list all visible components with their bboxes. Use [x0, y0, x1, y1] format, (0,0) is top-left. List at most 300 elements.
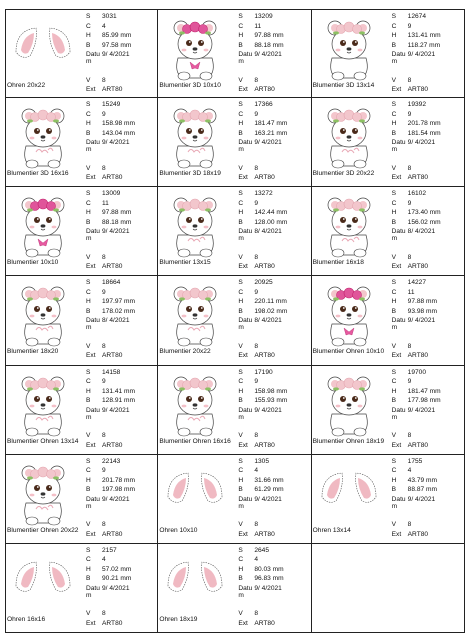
- height-row: [238, 565, 310, 575]
- stitches-label: S: [86, 13, 91, 20]
- date-label: Datu m: [86, 228, 100, 243]
- colors-row: [238, 22, 310, 32]
- version-label: V: [238, 432, 243, 439]
- extension-row: [86, 441, 123, 449]
- design-name: Blumentier 3D 20x22: [312, 170, 375, 178]
- width-value: 178.02 mm: [102, 307, 135, 315]
- height-value: 201.78 mm: [102, 476, 135, 484]
- design-specs: [392, 457, 464, 530]
- height-row: [86, 387, 158, 397]
- colors-label: C: [238, 288, 244, 296]
- stitches-value: 12674: [407, 13, 426, 20]
- version-value: 8: [407, 164, 412, 172]
- date-row: [392, 316, 464, 332]
- version-row: [86, 609, 158, 619]
- colors-row: [238, 466, 310, 476]
- spacer-row: [392, 332, 464, 342]
- height-label: H: [391, 209, 397, 217]
- extension-label: Ext: [238, 619, 248, 627]
- date-value: 9/ 4/2021: [254, 406, 282, 414]
- extension-label: Ext: [86, 441, 96, 449]
- design-card: [5, 544, 158, 633]
- height-label: H: [238, 32, 244, 39]
- stitches-row: [86, 100, 158, 110]
- colors-value: 9: [254, 378, 258, 385]
- extension-row: [86, 263, 123, 271]
- version-label: V: [86, 76, 91, 84]
- stitches-value: 2157: [102, 546, 117, 554]
- colors-label: C: [391, 288, 397, 296]
- design-specs: [238, 368, 310, 441]
- version-label: V: [238, 76, 243, 84]
- extension-label: Ext: [86, 263, 96, 271]
- height-label: H: [86, 565, 91, 573]
- stitches-row: [392, 457, 464, 467]
- stitches-value: 3031: [102, 13, 117, 20]
- colors-row: [238, 199, 310, 209]
- height-row: [238, 208, 310, 218]
- width-label: B: [86, 397, 91, 404]
- width-row: [86, 574, 158, 584]
- spacer-row: [86, 332, 158, 342]
- extension-row: [391, 441, 429, 449]
- extension-value: ART80: [254, 352, 275, 360]
- height-value: 173.40 mm: [407, 209, 441, 217]
- extension-row: [86, 86, 123, 93]
- extension-value: ART80: [254, 619, 275, 627]
- stitches-row: [238, 189, 310, 199]
- extension-row: [391, 530, 429, 538]
- version-label: V: [391, 521, 397, 529]
- design-card: [158, 98, 311, 187]
- extension-row: [86, 174, 123, 182]
- spacer-row: [392, 154, 464, 164]
- width-row: [392, 218, 464, 228]
- version-row: [238, 342, 310, 352]
- extension-label: Ext: [86, 619, 96, 627]
- height-label: H: [86, 32, 91, 39]
- spacer-row: [238, 422, 310, 432]
- design-thumbnail: [314, 12, 384, 82]
- extension-label: Ext: [86, 352, 96, 360]
- design-card: [5, 276, 158, 365]
- design-specs: [392, 189, 464, 262]
- version-label: V: [86, 610, 91, 618]
- stitches-row: [86, 368, 158, 378]
- spacer-row: [86, 154, 158, 164]
- extension-row: [238, 530, 275, 538]
- height-value: 31.66 mm: [254, 476, 284, 484]
- stitches-label: S: [238, 457, 243, 465]
- colors-value: 9: [102, 467, 106, 475]
- version-row: [86, 76, 158, 86]
- extension-value: ART80: [102, 174, 123, 182]
- design-thumbnail: [8, 278, 78, 348]
- version-row: [238, 253, 310, 263]
- date-row: [86, 495, 158, 511]
- width-row: [392, 485, 464, 495]
- design-thumbnail: [314, 100, 384, 170]
- date-value: 8/ 4/2021: [102, 317, 130, 325]
- stitches-row: [238, 546, 310, 556]
- version-label: V: [238, 164, 243, 172]
- design-thumbnail: [8, 457, 78, 527]
- version-value: 8: [254, 521, 258, 529]
- design-card: [158, 9, 311, 98]
- design-thumbnail: [8, 546, 78, 616]
- design-card: [312, 455, 465, 544]
- width-value: 93.98 mm: [407, 307, 437, 315]
- stitches-label: S: [86, 457, 91, 465]
- stitches-value: 14227: [407, 279, 426, 287]
- height-label: H: [391, 120, 397, 128]
- stitches-label: S: [238, 368, 243, 376]
- stitches-row: [392, 12, 464, 22]
- design-card: [312, 276, 465, 365]
- version-value: 8: [102, 432, 106, 439]
- version-value: 8: [254, 164, 258, 172]
- date-row: [86, 138, 158, 154]
- width-value: 88.18 mm: [102, 218, 132, 226]
- date-row: [86, 316, 158, 332]
- colors-value: 9: [102, 288, 106, 296]
- width-row: [86, 307, 158, 317]
- design-card: [312, 187, 465, 276]
- colors-label: C: [86, 288, 91, 296]
- colors-label: C: [86, 110, 91, 118]
- extension-row: [391, 352, 429, 360]
- width-label: B: [391, 307, 397, 315]
- stitches-row: [86, 546, 158, 556]
- date-label: Datu m: [86, 139, 100, 154]
- width-label: B: [86, 486, 91, 494]
- colors-label: C: [238, 378, 244, 385]
- width-label: B: [238, 41, 243, 49]
- height-label: H: [238, 298, 244, 306]
- design-name: Blumentier 3D 13x14: [312, 82, 375, 89]
- height-row: [238, 119, 310, 129]
- stitches-label: S: [86, 190, 91, 198]
- width-row: [238, 485, 310, 495]
- date-row: [86, 406, 158, 422]
- stitches-row: [86, 457, 158, 467]
- stitches-label: S: [238, 279, 243, 287]
- date-value: 9/ 4/2021: [407, 51, 436, 58]
- design-name: Blumentier 18x20: [7, 348, 59, 356]
- colors-label: C: [391, 199, 397, 207]
- colors-row: [392, 22, 464, 32]
- extension-row: [238, 619, 275, 627]
- extension-label: Ext: [86, 174, 96, 182]
- stitches-row: [86, 189, 158, 199]
- colors-row: [392, 377, 464, 387]
- design-name: Blumentier 20x22: [159, 348, 211, 356]
- design-name: Blumentier 16x18: [312, 259, 364, 267]
- version-row: [392, 76, 464, 86]
- version-label: V: [238, 342, 243, 350]
- colors-label: C: [391, 378, 397, 385]
- design-specs: [392, 368, 464, 441]
- stitches-value: 1755: [407, 457, 423, 465]
- version-value: 8: [254, 253, 258, 261]
- colors-value: 11: [254, 22, 262, 30]
- width-row: [86, 485, 158, 495]
- design-thumbnail: [8, 368, 78, 438]
- version-value: 8: [254, 610, 258, 618]
- date-value: 9/ 4/2021: [254, 495, 282, 503]
- extension-value: ART80: [102, 352, 123, 360]
- colors-label: C: [86, 556, 91, 564]
- design-thumbnail: [314, 189, 384, 259]
- colors-row: [86, 466, 158, 476]
- date-value: 9/ 4/2021: [102, 495, 130, 503]
- version-value: 8: [407, 432, 412, 439]
- width-label: B: [238, 218, 243, 226]
- date-value: 9/ 4/2021: [407, 495, 436, 503]
- stitches-label: S: [391, 190, 397, 198]
- design-card: [5, 98, 158, 187]
- colors-row: [238, 555, 310, 565]
- height-label: H: [391, 298, 397, 306]
- version-row: [392, 164, 464, 174]
- height-row: [86, 119, 158, 129]
- design-card: [5, 9, 158, 98]
- date-value: 9/ 4/2021: [102, 228, 130, 236]
- colors-label: C: [238, 556, 244, 564]
- stitches-value: 19700: [407, 368, 426, 376]
- width-value: 143.04 mm: [102, 129, 135, 137]
- stitches-value: 14158: [102, 368, 121, 376]
- extension-label: Ext: [238, 441, 248, 449]
- height-row: [392, 476, 464, 486]
- design-card: [5, 366, 158, 455]
- height-label: H: [238, 120, 244, 128]
- height-label: H: [238, 476, 244, 484]
- width-row: [86, 129, 158, 139]
- spacer-row: [86, 66, 158, 76]
- height-row: [86, 565, 158, 575]
- date-value: 9/ 4/2021: [254, 139, 282, 147]
- stitches-label: S: [391, 279, 397, 287]
- width-label: B: [86, 575, 91, 583]
- version-label: V: [238, 253, 243, 261]
- extension-label: Ext: [391, 86, 402, 93]
- date-row: [392, 227, 464, 243]
- version-label: V: [391, 76, 397, 84]
- height-value: 142.44 mm: [254, 209, 288, 217]
- colors-label: C: [391, 110, 397, 118]
- extension-label: Ext: [238, 174, 248, 182]
- width-label: B: [238, 575, 243, 583]
- colors-value: 9: [102, 378, 106, 385]
- stitches-row: [392, 100, 464, 110]
- version-label: V: [86, 342, 91, 350]
- date-label: Datu m: [391, 317, 406, 332]
- width-label: B: [238, 307, 243, 315]
- height-row: [86, 31, 158, 41]
- extension-value: ART80: [102, 530, 123, 538]
- date-value: 9/ 4/2021: [102, 584, 130, 592]
- height-row: [392, 208, 464, 218]
- stitches-label: S: [86, 546, 91, 554]
- date-label: Datu m: [238, 228, 253, 243]
- version-value: 8: [102, 610, 106, 618]
- date-row: [238, 406, 310, 422]
- extension-label: Ext: [238, 352, 248, 360]
- date-value: 9/ 4/2021: [254, 51, 282, 58]
- version-row: [392, 342, 464, 352]
- design-name: Blumentier 3D 10x10: [159, 82, 221, 89]
- stitches-row: [238, 457, 310, 467]
- date-label: Datu m: [391, 228, 406, 243]
- width-label: B: [391, 486, 397, 494]
- height-value: 220.11 mm: [254, 298, 287, 306]
- height-value: 57.02 mm: [102, 565, 132, 573]
- date-row: [238, 316, 310, 332]
- width-row: [238, 307, 310, 317]
- spacer-row: [238, 511, 310, 521]
- width-label: B: [391, 397, 397, 404]
- extension-row: [238, 263, 275, 271]
- colors-label: C: [238, 22, 244, 30]
- width-value: 197.98 mm: [102, 486, 135, 494]
- width-value: 128.00 mm: [254, 218, 288, 226]
- extension-value: ART80: [254, 86, 275, 93]
- extension-row: [86, 619, 123, 627]
- date-row: [238, 227, 310, 243]
- colors-value: 4: [407, 467, 412, 475]
- stitches-row: [238, 278, 310, 288]
- design-card: [158, 544, 311, 633]
- stitches-row: [86, 278, 158, 288]
- stitches-label: S: [238, 101, 243, 109]
- design-specs: [238, 546, 310, 619]
- width-value: 118.27 mm: [407, 41, 441, 49]
- date-value: 9/ 4/2021: [102, 139, 130, 147]
- extension-row: [86, 352, 123, 360]
- height-row: [392, 387, 464, 397]
- design-specs: [86, 189, 158, 262]
- date-row: [392, 495, 464, 511]
- version-row: [86, 253, 158, 263]
- date-label: Datu m: [238, 406, 253, 421]
- width-value: 177.98 mm: [407, 397, 441, 404]
- date-value: 9/ 4/2021: [407, 317, 436, 325]
- design-specs: [392, 278, 464, 351]
- design-name: Ohren 18x19: [159, 615, 198, 623]
- width-label: B: [391, 41, 397, 49]
- version-label: V: [391, 342, 397, 350]
- design-specs: [86, 278, 158, 351]
- width-row: [86, 396, 158, 406]
- width-value: 163.21 mm: [254, 129, 288, 137]
- width-row: [238, 396, 310, 406]
- version-value: 8: [102, 253, 106, 261]
- width-label: B: [238, 129, 243, 137]
- version-value: 8: [254, 432, 258, 439]
- version-row: [238, 76, 310, 86]
- date-label: Datu m: [238, 51, 253, 65]
- height-row: [392, 297, 464, 307]
- version-value: 8: [254, 342, 258, 350]
- version-label: V: [238, 610, 243, 618]
- date-value: 8/ 4/2021: [407, 228, 436, 236]
- design-thumbnail: [8, 100, 78, 170]
- height-value: 97.88 mm: [254, 32, 284, 39]
- date-value: 9/ 4/2021: [254, 584, 282, 592]
- stitches-label: S: [391, 457, 397, 465]
- design-thumbnail: [160, 546, 230, 616]
- design-thumbnail: [8, 189, 78, 259]
- version-row: [86, 164, 158, 174]
- date-label: Datu m: [391, 51, 406, 65]
- width-value: 88.87 mm: [407, 486, 437, 494]
- colors-label: C: [238, 199, 244, 207]
- date-value: 9/ 4/2021: [407, 139, 436, 147]
- width-row: [238, 574, 310, 584]
- height-value: 80.03 mm: [254, 565, 284, 573]
- design-specs: [238, 189, 310, 262]
- extension-value: ART80: [407, 86, 429, 93]
- version-value: 8: [407, 76, 412, 84]
- width-row: [86, 218, 158, 228]
- design-specs: [86, 12, 158, 85]
- stitches-value: 17366: [254, 101, 273, 109]
- spacer-row: [86, 600, 158, 610]
- extension-value: ART80: [102, 441, 123, 449]
- date-label: Datu m: [86, 51, 100, 65]
- design-specs: [238, 100, 310, 173]
- colors-value: 4: [254, 556, 258, 564]
- stitches-value: 1305: [254, 457, 269, 465]
- spacer-row: [86, 511, 158, 521]
- spacer-row: [86, 243, 158, 253]
- colors-label: C: [391, 467, 397, 475]
- design-specs: [238, 12, 310, 85]
- design-name: Blumentier Ohren 13x14: [7, 437, 79, 445]
- height-value: 97.88 mm: [102, 209, 132, 217]
- version-value: 8: [102, 521, 106, 529]
- design-name: Blumentier 10x10: [7, 259, 59, 267]
- version-row: [238, 520, 310, 530]
- colors-row: [392, 199, 464, 209]
- colors-value: 9: [254, 110, 258, 118]
- extension-label: Ext: [391, 530, 402, 538]
- stitches-value: 19392: [407, 101, 426, 109]
- version-row: [86, 431, 158, 441]
- width-value: 198.02 mm: [254, 307, 288, 315]
- colors-value: 4: [254, 467, 258, 475]
- date-row: [392, 406, 464, 422]
- height-row: [238, 387, 310, 397]
- spacer-row: [86, 422, 158, 432]
- colors-label: C: [86, 467, 91, 475]
- width-row: [392, 41, 464, 51]
- stitches-value: 13009: [102, 190, 121, 198]
- version-row: [238, 609, 310, 619]
- spacer-row: [392, 243, 464, 253]
- stitches-value: 13209: [254, 13, 273, 20]
- width-label: B: [391, 129, 397, 137]
- design-card: [158, 366, 311, 455]
- colors-row: [238, 377, 310, 387]
- width-label: B: [86, 129, 91, 137]
- colors-value: 9: [102, 110, 106, 118]
- spacer-row: [392, 511, 464, 521]
- extension-value: ART80: [254, 263, 275, 271]
- extension-label: Ext: [391, 263, 402, 271]
- version-row: [238, 431, 310, 441]
